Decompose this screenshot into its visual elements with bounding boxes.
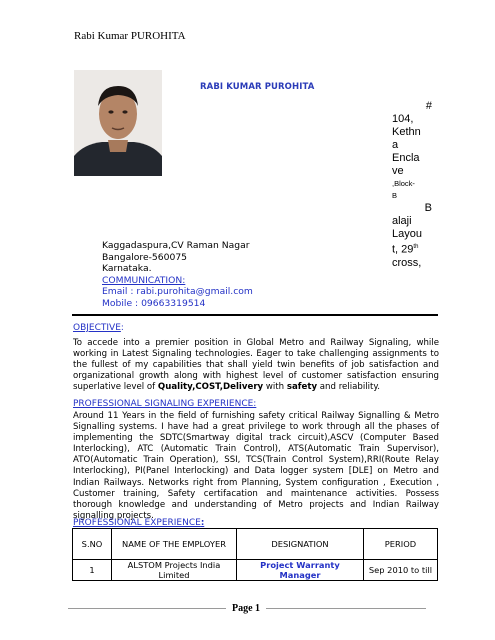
email-line[interactable]: Email : rabi.purohita@gmail.com xyxy=(102,286,253,298)
header-period: PERIOD xyxy=(364,529,438,560)
experience-title: PROFESSIONAL EXPERIENCE xyxy=(73,518,201,528)
address-fragment xyxy=(392,100,452,113)
address-fragment xyxy=(392,202,452,215)
objective-bold-2: safety xyxy=(286,382,318,393)
address-fragment xyxy=(392,257,452,270)
objective-mid: with xyxy=(263,382,287,393)
address-fragment xyxy=(392,152,452,165)
address-fragment xyxy=(392,190,452,202)
experience-table xyxy=(72,528,438,581)
portrait-image xyxy=(74,70,162,176)
footer-rule-left xyxy=(68,608,226,609)
objective-title-line xyxy=(73,323,439,334)
objective-title: OBJECTIVE xyxy=(73,323,121,333)
signaling-text: Around 11 Years in the field of furnishing safety critical Railway Signalling & Metro Signalling systems. I have had a great privilege to work through all the phases of implementing the SDTC(Smartway digital track circuit),ASCV (Computer Based Interlocking), ATC (Automatic Train Control), ATS(Automatic Train Supervisor), ATO(Automatic Train Operation), SSI, TCS(Train Control System),RRI(Route Relay Interlocking), PI(Panel Interlocking) and Data logger system [DLE] on Metro and Indian Railways. Networks right from Planning, System configuration , Execution , Customer training, Safety certifacation and maintenance activities. Possess thorough knowledge and understanding of Metro projects and Indian Railway signalling projects. xyxy=(73,411,439,521)
address-fragment xyxy=(392,228,452,241)
address-line: Kaggadaspura,CV Raman Nagar xyxy=(102,240,250,251)
address-column xyxy=(392,100,452,270)
address-fragment xyxy=(392,215,452,228)
signaling-title: PROFESSIONAL SIGNALING EXPERIENCE: xyxy=(73,399,257,409)
mobile-line: Mobile : 09663319514 xyxy=(102,297,206,309)
objective-text xyxy=(73,338,439,393)
table-row xyxy=(73,560,438,581)
objective-end: and reliability. xyxy=(317,382,380,393)
experience-colon: : xyxy=(200,518,205,528)
objective-body: To accede into a premier position in Global Metro and Railway Signaling, while working in Latest Signaling technologies. Eager to take challenging assignments to the fullest of my capabilities that shall yield twin benefits of job satisfaction and organizational growth along with highest level of customer satisfaction ensuring superlative level of xyxy=(73,338,439,393)
section-divider xyxy=(72,314,438,316)
address-fragment xyxy=(392,241,452,257)
address-fragment-text: # xyxy=(425,100,432,112)
table-header-row xyxy=(73,529,438,560)
objective-colon: : xyxy=(120,323,124,333)
footer-rule-right xyxy=(266,608,426,609)
profile-photo xyxy=(74,70,162,176)
header-sno: S.NO xyxy=(73,529,112,560)
cell-designation: Project Warranty Manager xyxy=(237,560,364,581)
address-fragment-text: cross, xyxy=(392,256,422,269)
cell-period: Sep 2010 to till xyxy=(364,560,438,581)
address-fragment-text: ,Block- xyxy=(392,179,415,188)
contact-block xyxy=(102,240,253,310)
cell-employer: ALSTOM Projects India Limited xyxy=(112,560,237,581)
header-employer: NAME OF THE EMPLOYER xyxy=(112,529,237,560)
resume-name-heading: RABI KUMAR PUROHITA xyxy=(200,82,315,92)
address-fragment xyxy=(392,139,452,152)
address-fragment-text: alaji xyxy=(392,215,412,227)
communication-label: COMMUNICATION: xyxy=(102,274,186,286)
signaling-title-line xyxy=(73,399,439,410)
address-line: Bangalore-560075 xyxy=(102,251,188,263)
address-fragment xyxy=(392,113,452,126)
address-fragment-text: a xyxy=(392,139,399,151)
objective-bold-1: Quality,COST,Delivery xyxy=(157,382,264,393)
address-fragment-text: B xyxy=(392,191,398,200)
address-line: Karnataka. xyxy=(102,263,152,275)
address-superscript: th xyxy=(413,244,419,250)
address-fragment-text: Encla xyxy=(392,152,420,164)
page-header-name: Rabi Kumar PUROHITA xyxy=(74,30,186,42)
address-fragment-text: Kethn xyxy=(392,126,421,138)
address-fragment xyxy=(392,126,452,139)
address-fragment-text: Layou xyxy=(392,228,422,240)
footer-page-number: Page 1 xyxy=(231,603,261,614)
cell-sno: 1 xyxy=(73,560,112,581)
address-fragment-text: ve xyxy=(392,165,404,177)
address-fragment-text: B xyxy=(424,202,432,214)
header-designation: DESIGNATION xyxy=(237,529,364,560)
address-fragment-text: 104, xyxy=(392,113,414,125)
address-fragment xyxy=(392,178,452,190)
address-fragment-text: t, 29 xyxy=(392,243,414,256)
address-fragment xyxy=(392,165,452,178)
